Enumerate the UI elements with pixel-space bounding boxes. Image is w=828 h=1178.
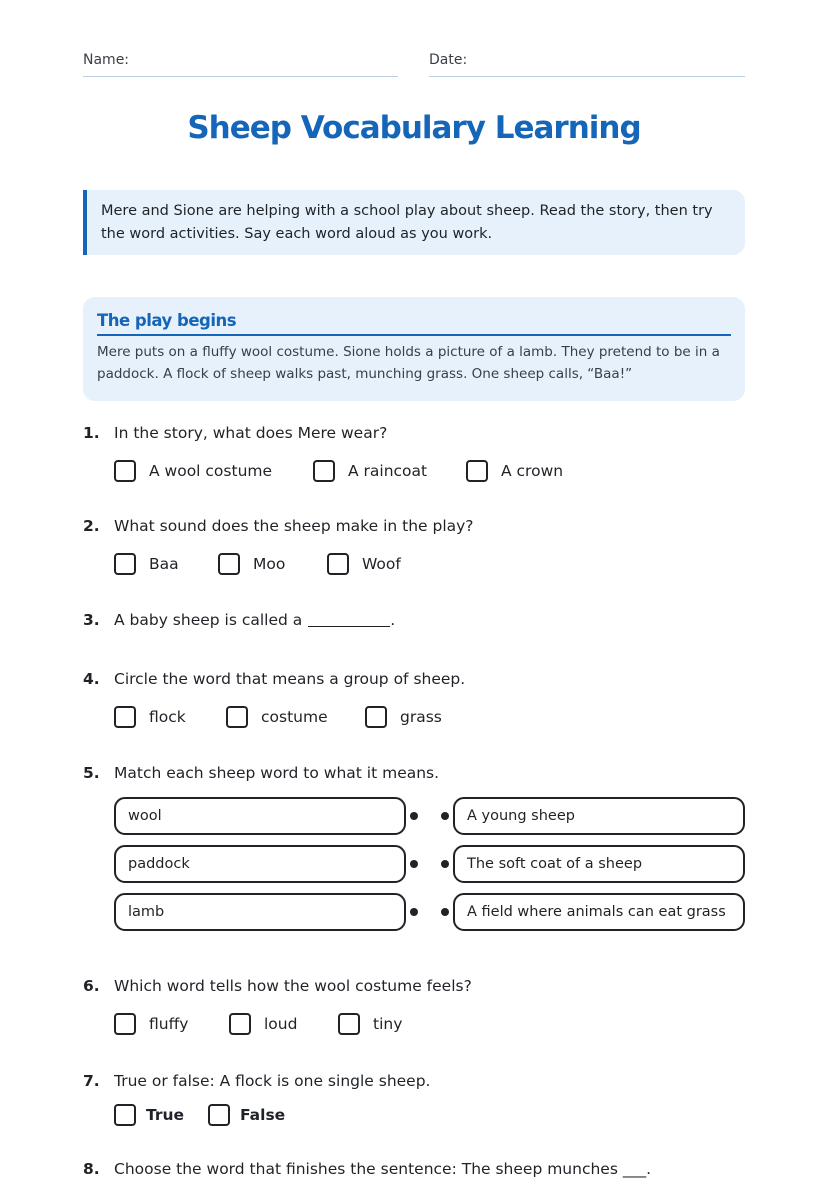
question-number: 8.	[83, 1160, 100, 1178]
sentence-end: .	[390, 611, 396, 629]
checkbox[interactable]	[114, 553, 136, 575]
option-label: A crown	[501, 462, 564, 480]
option-label: grass	[400, 708, 442, 726]
option-tiny[interactable]	[338, 1011, 402, 1037]
option-label: tiny	[373, 1015, 403, 1033]
question-text: Which word tells how the wool costume feels?	[114, 977, 472, 995]
question-text	[114, 611, 395, 629]
question-number: 4.	[83, 670, 100, 688]
match-dot-right[interactable]	[441, 812, 449, 820]
checkbox[interactable]	[114, 1013, 136, 1035]
page-title: Sheep Vocabulary Learning	[187, 110, 641, 146]
checkbox[interactable]	[313, 460, 335, 482]
match-word-lamb[interactable]: lamb	[114, 893, 406, 931]
option-label: Moo	[253, 555, 286, 573]
question-number: 6.	[83, 977, 100, 995]
checkbox[interactable]	[466, 460, 488, 482]
question-text: Choose the word that finishes the sentence: The sheep munches ___.	[114, 1160, 652, 1178]
question-number: 3.	[83, 611, 100, 629]
checkbox[interactable]	[114, 460, 136, 482]
question-number: 2.	[83, 517, 100, 535]
date-label: Date:	[429, 52, 468, 68]
name-field[interactable]	[83, 52, 398, 68]
option-wool-costume[interactable]	[114, 458, 272, 484]
match-meaning-young-sheep[interactable]: A young sheep	[453, 797, 745, 835]
option-label: fluffy	[149, 1015, 189, 1033]
option-woof[interactable]	[327, 551, 401, 577]
answer-blank[interactable]	[308, 612, 390, 627]
option-label: flock	[149, 708, 186, 726]
option-label: Baa	[149, 555, 179, 573]
question-text: Circle the word that means a group of sheep.	[114, 670, 466, 688]
option-label: costume	[261, 708, 328, 726]
option-label: A raincoat	[348, 462, 428, 480]
question-number: 5.	[83, 764, 100, 782]
match-dot-left[interactable]	[410, 860, 418, 868]
name-line	[83, 76, 398, 77]
option-costume[interactable]	[226, 704, 328, 730]
match-meaning-soft-coat[interactable]: The soft coat of a sheep	[453, 845, 745, 883]
match-dot-left[interactable]	[410, 812, 418, 820]
question-number: 1.	[83, 424, 100, 442]
match-word-paddock[interactable]: paddock	[114, 845, 406, 883]
sentence-start: A baby sheep is called a	[114, 611, 303, 629]
option-label: loud	[264, 1015, 298, 1033]
intro-box: Mere and Sione are helping with a school play about sheep. Read the story, then try the word activities. Say each word aloud as you work.	[83, 190, 745, 255]
story-box	[83, 297, 745, 401]
option-fluffy[interactable]	[114, 1011, 188, 1037]
checkbox[interactable]	[208, 1104, 230, 1126]
date-line	[429, 76, 745, 77]
checkbox[interactable]	[226, 706, 248, 728]
checkbox[interactable]	[365, 706, 387, 728]
option-moo[interactable]	[218, 551, 285, 577]
option-grass[interactable]	[365, 704, 442, 730]
checkbox[interactable]	[338, 1013, 360, 1035]
checkbox[interactable]	[114, 706, 136, 728]
match-dot-left[interactable]	[410, 908, 418, 916]
question-text: What sound does the sheep make in the play?	[114, 517, 474, 535]
option-label: Woof	[362, 555, 401, 573]
option-baa[interactable]	[114, 551, 179, 577]
date-field[interactable]	[429, 52, 745, 68]
question-text: True or false: A flock is one single sheep.	[114, 1072, 431, 1090]
match-dot-right[interactable]	[441, 908, 449, 916]
question-text: Match each sheep word to what it means.	[114, 764, 440, 782]
option-label: True	[146, 1106, 185, 1124]
checkbox[interactable]	[114, 1104, 136, 1126]
match-word-wool[interactable]: wool	[114, 797, 406, 835]
option-true[interactable]	[114, 1102, 184, 1128]
match-meaning-field[interactable]: A field where animals can eat grass	[453, 893, 745, 931]
option-label: A wool costume	[149, 462, 273, 480]
story-heading: The play begins	[97, 311, 731, 336]
checkbox[interactable]	[327, 553, 349, 575]
checkbox[interactable]	[218, 553, 240, 575]
name-label: Name:	[83, 52, 130, 68]
option-loud[interactable]	[229, 1011, 297, 1037]
question-text: In the story, what does Mere wear?	[114, 424, 388, 442]
question-number: 7.	[83, 1072, 100, 1090]
option-label: False	[240, 1106, 286, 1124]
option-flock[interactable]	[114, 704, 186, 730]
match-dot-right[interactable]	[441, 860, 449, 868]
option-false[interactable]	[208, 1102, 285, 1128]
option-crown[interactable]	[466, 458, 563, 484]
checkbox[interactable]	[229, 1013, 251, 1035]
story-text: Mere puts on a fluffy wool costume. Sione holds a picture of a lamb. They pretend to be in a paddock. A flock of sheep walks past, munching grass. One sheep calls, “Baa!”	[97, 344, 720, 382]
option-raincoat[interactable]	[313, 458, 427, 484]
